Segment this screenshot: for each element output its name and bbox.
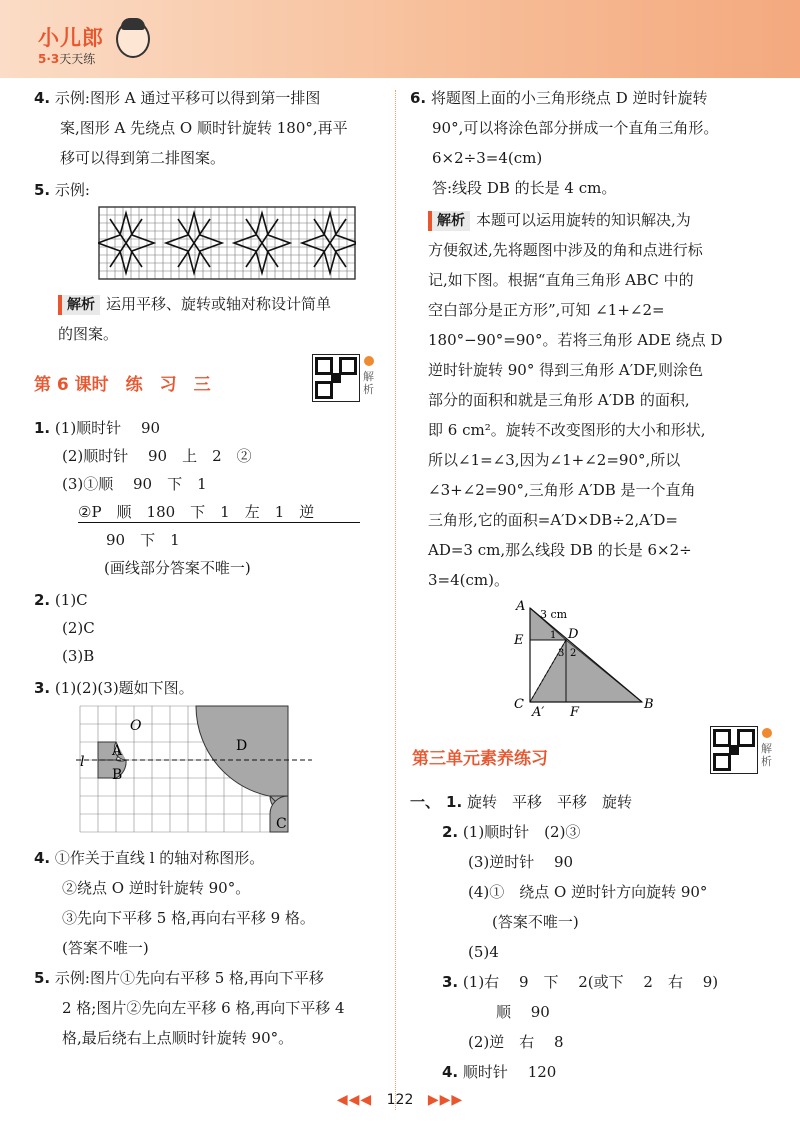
- pattern-star: [98, 213, 154, 273]
- s4-number: 4.: [34, 849, 51, 867]
- tri-label-C: C: [514, 697, 524, 712]
- part1-number: 一、: [410, 793, 441, 811]
- analysis-2-line-3: 记,如下图。根据“直角三角形 ABC 中的: [428, 271, 694, 289]
- q4-line-1: 4. 示例:图形 A 通过平移可以得到第一排图: [34, 89, 321, 107]
- analysis-2-line-9: 所以∠1=∠3,因为∠1+∠2=90°,所以: [428, 451, 681, 469]
- u-q2-number: 2.: [442, 823, 459, 841]
- label-B: B: [112, 767, 123, 783]
- angle-1-label: 1: [550, 630, 557, 641]
- tri-label-F: F: [570, 705, 580, 718]
- q5-number: 5.: [34, 181, 51, 199]
- play-dot-icon: [364, 356, 374, 366]
- column-divider: [395, 90, 396, 1110]
- s1-line-5: 90 下 1: [106, 531, 180, 549]
- q4-line-2: 案,图形 A 先绕点 O 顺时针旋转 180°,再平: [60, 119, 348, 137]
- qr-label: 解析: [363, 370, 374, 396]
- s1-line-6: (画线部分答案不唯一): [104, 559, 251, 577]
- mascot-icon: [116, 20, 150, 58]
- analysis-2-line-6: 逆时针旋转 90° 得到三角形 A′DF,则涂色: [428, 361, 703, 379]
- u-q2-line-1: 2. (1)顺时针 (2)③: [442, 823, 581, 841]
- page-number: 122: [386, 1092, 414, 1108]
- logo-sub-text: 天天练: [59, 52, 96, 66]
- analysis-1-line-2: 的图案。: [58, 325, 119, 343]
- qr-label-2: 解析: [761, 742, 772, 768]
- brand-logo: [38, 18, 148, 70]
- tri-label-B: B: [644, 697, 654, 712]
- s5-line-1: 5. 示例:图片①先向右平移 5 格,再向下平移: [34, 969, 324, 987]
- u-q4-number: 4.: [442, 1063, 459, 1081]
- logo-title: 小儿郎: [38, 26, 104, 50]
- analysis-2-line-10: ∠3+∠2=90°,三角形 A′DB 是一个直角: [428, 481, 696, 499]
- qr-code-icon-2[interactable]: [710, 726, 758, 774]
- u-q2-line-4: (答案不唯一): [492, 913, 579, 931]
- qr-code-icon[interactable]: [312, 354, 360, 402]
- tri-label-E: E: [514, 633, 524, 648]
- pattern-star: [234, 213, 290, 273]
- s3-line: 3. (1)(2)(3)题如下图。: [34, 679, 194, 697]
- tri-label-D: D: [568, 627, 579, 642]
- label-C: C: [276, 816, 287, 832]
- pattern-star: [166, 213, 222, 273]
- triangle-figure: [506, 594, 666, 718]
- analysis-2-line-8: 即 6 cm²。旋转不改变图形的大小和形状,: [428, 421, 706, 439]
- prev-arrows-icon: ◀◀◀: [336, 1092, 373, 1108]
- u-q3-number: 3.: [442, 973, 459, 991]
- u-q3-line-1: 3. (1)右 9 下 2(或下 2 右 9): [442, 973, 719, 991]
- s5-line-2: 2 格;图片②先向左平移 6 格,再向下平移 4: [62, 999, 345, 1017]
- u-q3-line-2: 顺 90: [496, 1003, 550, 1021]
- s2-line-2: (2)C: [62, 619, 95, 637]
- s1-line-2: (2)顺时针 90 上 2 ②: [62, 447, 252, 465]
- u-q2-line-5: (5)4: [468, 943, 499, 961]
- u-q3-line-3: (2)逆 右 8: [468, 1033, 564, 1051]
- s4-line-2: ②绕点 O 逆时针旋转 90°。: [62, 879, 251, 897]
- analysis-tag: 解析: [58, 295, 100, 315]
- play-dot-icon-2: [762, 728, 772, 738]
- q6-number: 6.: [410, 89, 427, 107]
- q4-number: 4.: [34, 89, 51, 107]
- part1-q1-line: 一、 1. 旋转 平移 平移 旋转: [410, 793, 632, 811]
- q5-line: 5. 示例:: [34, 181, 90, 199]
- q6-line-1: 6. 将题图上面的小三角形绕点 D 逆时针旋转: [410, 89, 708, 107]
- q6-line-2: 90°,可以将涂色部分拼成一个直角三角形。: [432, 119, 719, 137]
- analysis-2-line-13: 3=4(cm)。: [428, 571, 509, 589]
- transform-grid-figure: [76, 702, 312, 842]
- s4-line-4: (答案不唯一): [62, 939, 149, 957]
- label-l: l: [80, 754, 85, 770]
- tri-label-A: A: [516, 599, 526, 614]
- tri-label-A-prime: A′: [532, 705, 545, 718]
- s1-line-4: ②P 顺 180 下 1 左 1 逆: [78, 502, 360, 523]
- s1-number: 1.: [34, 419, 51, 437]
- s2-line-1: 2. (1)C: [34, 591, 88, 609]
- angle-2-label: 2: [570, 648, 577, 659]
- label-O: O: [130, 718, 142, 734]
- u-q2-line-2: (3)逆时针 90: [468, 853, 574, 871]
- u-q4-line: 4. 顺时针 120: [442, 1063, 557, 1081]
- analysis-2-line-2: 方便叙述,先将题图中涉及的角和点进行标: [428, 241, 703, 259]
- u-q2-line-3: (4)① 绕点 O 逆时针方向旋转 90°: [468, 883, 708, 901]
- analysis-1-line-1: 解析 运用平移、旋转或轴对称设计简单: [58, 294, 331, 315]
- page-footer: [0, 1092, 800, 1108]
- s4-line-3: ③先向下平移 5 格,再向右平移 9 格。: [62, 909, 315, 927]
- label-A: A: [112, 743, 123, 759]
- q6-line-3: 6×2÷3=4(cm): [432, 149, 543, 167]
- s1-line-3: (3)①顺 90 下 1: [62, 475, 207, 493]
- q4-line-3: 移可以得到第二排图案。: [60, 149, 226, 167]
- s5-number: 5.: [34, 969, 51, 987]
- logo-subtitle: [38, 50, 95, 67]
- q1-number: 1.: [446, 793, 463, 811]
- analysis-2-line-4: 空白部分是正方形”,可知 ∠1+∠2=: [428, 301, 665, 319]
- tri-length-label: 3 cm: [540, 608, 568, 621]
- s3-number: 3.: [34, 679, 51, 697]
- s4-line-1: 4. ①作关于直线 l 的轴对称图形。: [34, 849, 265, 867]
- analysis-2-line-5: 180°−90°=90°。若将三角形 ADE 绕点 D: [428, 331, 723, 349]
- angle-3-label: 3: [558, 648, 565, 659]
- s5-line-3: 格,最后绕右上点顺时针旋转 90°。: [62, 1029, 294, 1047]
- logo-sub-number: 5·3: [38, 52, 60, 66]
- analysis-2-line-11: 三角形,它的面积=A′D×DB÷2,A′D=: [428, 511, 678, 529]
- analysis-2-line-1: 解析 本题可以运用旋转的知识解决,为: [428, 210, 691, 231]
- page-header: [0, 0, 800, 78]
- s2-number: 2.: [34, 591, 51, 609]
- section-title-lesson-6: 第 6 课时 练 习 三: [34, 375, 211, 395]
- section-title-unit-3: 第三单元素养练习: [412, 749, 548, 769]
- next-arrows-icon: ▶▶▶: [427, 1092, 464, 1108]
- q6-line-4: 答:线段 DB 的长是 4 cm。: [432, 179, 617, 197]
- pattern-star: [302, 213, 356, 273]
- label-D: D: [236, 738, 248, 754]
- analysis-tag-2: 解析: [428, 211, 470, 231]
- pattern-grid-figure: [98, 206, 356, 280]
- analysis-2-line-7: 部分的面积和就是三角形 A′DB 的面积,: [428, 391, 690, 409]
- s2-line-3: (3)B: [62, 647, 95, 665]
- analysis-2-line-12: AD=3 cm,那么线段 DB 的长是 6×2÷: [428, 541, 692, 559]
- s1-line-1: 1. (1)顺时针 90: [34, 419, 161, 437]
